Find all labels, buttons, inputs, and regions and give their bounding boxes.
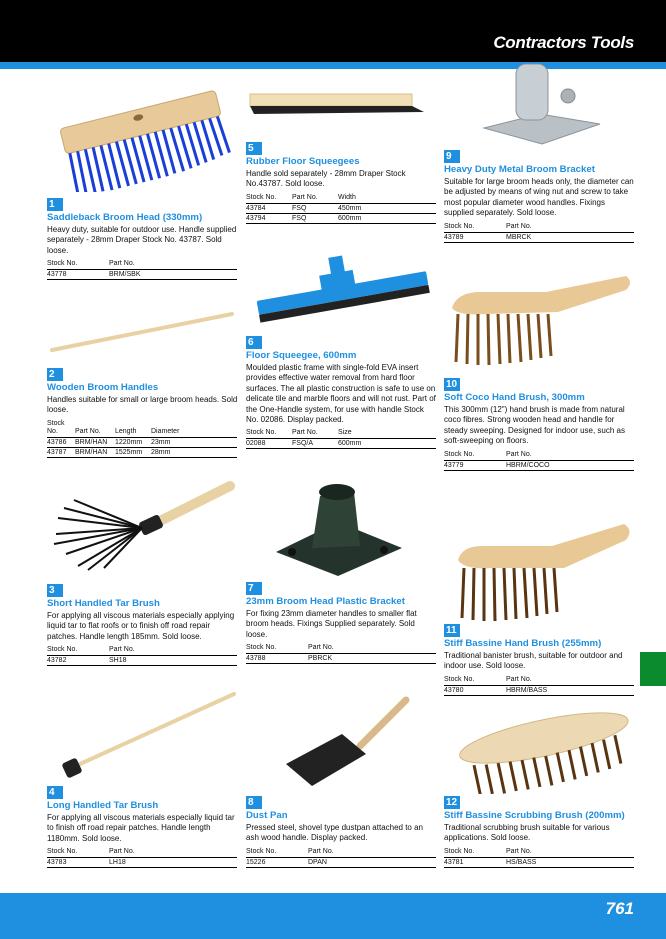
section-tab [640,652,666,686]
product-7 [246,578,438,664]
col-header: Stock No. [246,429,292,439]
dust-pan-image [282,694,412,790]
col-header: Stock No. [47,848,109,858]
spec-table [47,646,237,666]
col-header: Diameter [151,420,237,438]
table-cell: 1220mm [115,437,151,447]
product-title: 23mm Broom Head Plastic Bracket [246,596,405,607]
broom-handle-image [48,308,238,356]
page-title: Contractors Tools [493,33,634,52]
long-tar-brush-image [60,690,240,780]
plastic-bracket-image [268,478,408,578]
col-header: Part No. [308,644,436,654]
product-5 [246,138,438,224]
product-description: Handle sold separately - 28mm Draper Stock No.43787. Sold loose. [246,169,406,189]
spec-table [444,451,634,471]
spec-table [47,420,237,458]
product-number: 2 [47,368,63,381]
product-4 [47,782,239,868]
table-cell: 450mm [338,203,436,213]
table-cell: BRM/HAN [75,447,115,457]
product-title: Wooden Broom Handles [47,382,159,393]
product-title: Heavy Duty Metal Broom Bracket [444,164,595,175]
table-cell: LH18 [109,858,237,868]
squeegee-image [246,90,436,120]
bassine-brush-image [452,518,636,624]
col-header: Part No. [308,848,436,858]
col-header: Part No. [506,848,634,858]
table-cell: MBRCK [506,232,634,242]
page-footer [0,893,666,939]
product-number: 1 [47,198,63,211]
spec-table [444,676,634,696]
col-header: Stock No. [47,260,109,270]
col-header: Size [338,429,436,439]
product-number: 8 [246,796,262,809]
table-cell: HBRM/BASS [506,685,634,695]
col-header: Part No. [506,676,634,686]
table-cell: 43778 [47,270,109,280]
product-title: Stiff Bassine Hand Brush (255mm) [444,638,602,649]
spec-table [444,223,634,243]
col-header: Stock No. [246,194,292,204]
page-number: 761 [605,899,634,918]
col-header: Stock No. [444,676,506,686]
table-cell: FSQ/A [292,439,338,449]
product-title: Long Handled Tar Brush [47,800,159,811]
spec-table [246,429,436,449]
col-header: Part No. [292,194,338,204]
table-cell: 43786 [47,437,75,447]
table-cell: 43781 [444,857,506,867]
table-cell: FSQ [292,213,338,223]
product-10 [444,374,636,471]
table-cell: 28mm [151,447,237,457]
product-description: Traditional banister brush, suitable for outdoor and indoor use. Sold loose. [444,651,623,671]
spec-table [47,260,237,280]
product-description: Heavy duty, suitable for outdoor use. Handle supplied separately - 28mm Draper Stock No. 43787. Sold loose. [47,225,237,255]
col-header: Part No. [506,223,634,233]
product-number: 11 [444,624,460,637]
product-6 [246,332,438,449]
table-cell: 600mm [338,213,436,223]
table-cell: 43782 [47,656,109,666]
product-number: 4 [47,786,63,799]
product-11 [444,620,636,696]
table-cell: BRM/SBK [109,270,237,280]
col-header: Stock No. [246,848,308,858]
product-3 [47,580,239,666]
table-cell: PBRCK [308,654,436,664]
product-8 [246,792,438,868]
product-title: Rubber Floor Squeegees [246,156,360,167]
product-description: For applying all viscous materials especially applying liquid tar to flat roofs or to finish off road repair patches. Handle length 185mm. Sold loose. [47,611,235,641]
product-title: Soft Coco Hand Brush, 300mm [444,392,585,403]
table-cell: 15226 [246,857,308,867]
spec-table [246,848,436,868]
table-cell: HS/BASS [506,857,634,867]
product-number: 10 [444,378,460,391]
product-description: Traditional scrubbing brush suitable for various applications. Sold loose. [444,823,610,843]
product-number: 12 [444,796,460,809]
product-1 [47,194,239,280]
spec-table [444,848,634,868]
product-title: Dust Pan [246,810,288,821]
product-2 [47,364,239,458]
table-cell: 43788 [246,654,308,664]
col-header: Part No. [506,451,634,461]
table-cell: DPAN [308,857,436,867]
col-header: Part No. [75,420,115,438]
col-header: Width [338,194,436,204]
product-number: 3 [47,584,63,597]
table-cell: 43787 [47,447,75,457]
broom-head-image [58,80,236,192]
product-title: Stiff Bassine Scrubbing Brush (200mm) [444,810,625,821]
metal-bracket-image [478,58,608,150]
product-description: Pressed steel, shovel type dustpan attached to an ash wood handle. Display packed. [246,823,424,843]
table-cell: HBRM/COCO [506,460,634,470]
spec-table [246,644,436,664]
product-title: Floor Squeegee, 600mm [246,350,357,361]
table-cell: 43780 [444,685,506,695]
scrubbing-brush-image [456,702,634,794]
product-description: For applying all viscous materials especially liquid tar to finish off road repair patches. Handle length 1180mm. Sold loose. [47,813,235,843]
spec-table [246,194,436,224]
table-cell: 600mm [338,439,436,449]
product-9 [444,146,636,243]
spec-table [47,848,237,868]
table-cell: 02088 [246,439,292,449]
table-cell: 1525mm [115,447,151,457]
table-cell: 43784 [246,203,292,213]
col-header: Stock No. [444,223,506,233]
floor-squeegee-image [250,250,435,325]
col-header: Stock No. [47,420,75,438]
col-header: Length [115,420,151,438]
col-header: Stock No. [444,451,506,461]
table-cell: 23mm [151,437,237,447]
product-number: 9 [444,150,460,163]
product-description: Handles suitable for small or large broom heads. Sold loose. [47,395,238,415]
product-title: Saddleback Broom Head (330mm) [47,212,203,223]
coco-brush-image [446,268,636,368]
table-cell: 43794 [246,213,292,223]
product-number: 7 [246,582,262,595]
col-header: Part No. [109,646,237,656]
col-header: Stock No. [246,644,308,654]
col-header: Part No. [292,429,338,439]
product-description: For fixing 23mm diameter handles to smaller flat broom heads. Fixings Supplied separately. Sold loose. [246,609,417,639]
col-header: Part No. [109,260,237,270]
product-title: Short Handled Tar Brush [47,598,160,609]
product-description: Moulded plastic frame with single-fold EVA insert provides effective water removal from hard floor surfaces. The all plastic construction is safe to use on delicate tile and marble floors and will not rust. Part of the One-Handle system, for use with handle Stock No. 02086. Display packed. [246,363,436,425]
tar-brush-image [48,478,238,574]
table-cell: BRM/HAN [75,437,115,447]
product-description: Suitable for large broom heads only, the diameter can be adjusted by means of wing nut and screw to take most popular diameter wood handles. Fixings supplied separately. Sold loose. [444,177,634,218]
product-description: This 300mm (12") hand brush is made from natural coco fibres. Strong wooden head and handle for steady sweeping. Designed for indoor use, such as soft-sweeping on floors. [444,405,625,446]
product-number: 5 [246,142,262,155]
table-cell: SH18 [109,656,237,666]
col-header: Part No. [109,848,237,858]
table-cell: 43779 [444,460,506,470]
col-header: Stock No. [444,848,506,858]
product-12 [444,792,636,868]
product-number: 6 [246,336,262,349]
table-cell: 43789 [444,232,506,242]
col-header: Stock No. [47,646,109,656]
table-cell: FSQ [292,203,338,213]
table-cell: 43783 [47,858,109,868]
